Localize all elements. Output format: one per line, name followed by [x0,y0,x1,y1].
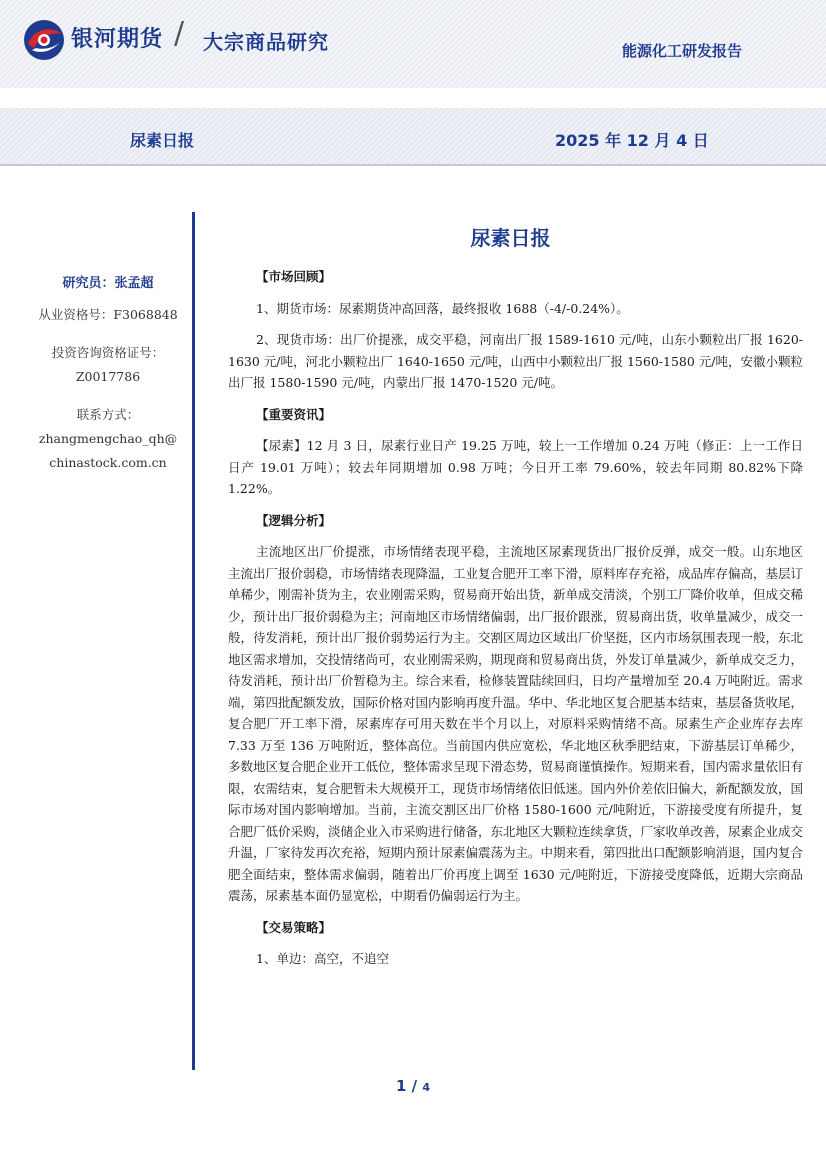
report-body [228,266,803,980]
paragraph-spot-market: 2、现货市场：出厂价提涨，成交平稳，河南出厂报 1589-1610 元/吨，山东小颗粒出厂报 1620-1630 元/吨，河北小颗粒出厂 1640-1650 元/吨，山西中小颗粒出厂报 1560-1580 元/吨，安徽小颗粒出厂报 1580-1590 元/吨，内蒙出厂报 1470-1520 元/吨。 [228,332,804,390]
page-number [0,1077,826,1095]
header-band [0,0,826,88]
brand-separator: / [174,16,185,51]
galaxy-logo-icon [22,18,66,62]
report-type: 能源化工研发报告 [622,42,743,60]
email-line-1[interactable]: zhangmengchao_qh@ [38,431,178,446]
division-title: 大宗商品研究 [203,30,329,54]
section-heading-logic-analysis: 【逻辑分析】 [256,512,332,528]
analyst-sidebar [28,272,188,477]
page-separator: / [406,1077,423,1095]
title-band [0,108,826,166]
paragraph-futures-market: 1、期货市场：尿素期货冲高回落，最终报收 1688（-4/-0.24%）。 [256,300,629,316]
email-line-2[interactable]: chinastock.com.cn [49,455,167,470]
consult-license-number: Z0017786 [75,369,141,384]
main-title: 尿素日报 [470,226,551,250]
analyst-name: 研究员：张孟超 [62,276,154,291]
vertical-divider [192,212,195,1070]
section-heading-market-review: 【市场回顾】 [256,269,332,284]
paragraph-strategy-single: 1、单边：高空，不追空 [256,951,389,966]
total-pages: 4 [422,1081,431,1094]
license-number: 从业资格号：F3068848 [38,307,178,322]
report-date: 2025 年 12 月 4 日 [555,131,709,150]
report-name: 尿素日报 [130,131,195,150]
paragraph-urea-news: 【尿素】12 月 3 日，尿素行业日产 19.25 万吨，较上一工作增加 0.24 万吨（修正：上一工作日日产 19.01 万吨）；较去年同期增加 0.98 万吨；今日开工率 79.60%，较去年同期 80.82%下降 1.22%。 [228,438,803,496]
current-page: 1 [395,1077,407,1095]
contact-label: 联系方式： [76,407,140,422]
section-heading-trading-strategy: 【交易策略】 [256,919,332,935]
paragraph-logic-analysis: 主流地区出厂价提涨，市场情绪表现平稳，主流地区尿素现货出厂报价反弹，成交一般。山东地区主流出厂报价弱稳，市场情绪表现降温，工业复合肥开工率下滑，原料库存充裕，成品库存偏高，基层订单稀少，刚需补货为主，农业刚需采购，贸易商开始出货，新单成交清淡，个别工厂降价收单，但成交稀少，预计出厂报价弱稳为主；河南地区市场情绪偏弱，出厂报价跟涨，贸易商出货，收单量减少，成交一般，待发消耗，预计出厂报价弱势运行为主。交割区周边区域出厂价坚挺，区内市场氛围表现一般，东北地区需求增加，交投情绪尚可，农业刚需采购，期现商和贸易商出货，外发订单量减少，新单成交乏力，待发消耗，预计出厂价暂稳为主。综合来看，检修装置陆续回归，日均产量增加至 20.4 万吨附近。需求端，第四批配额发放，国际价格对国内影响再度升温。华中、华北地区复合肥基本结束，基层备货收尾，复合肥厂开工率下滑，尿素库存可用天数在半个月以上，对原料采购情绪不高。尿素生产企业库存去库 7.33 万至 136 万吨附近，整体高位。当前国内供应宽松，华北地区秋季肥结束，下游基层订单稀少，多数地区复合肥企业开工低位，整体需求呈现下滑态势，贸易商谨慎操作。短期来看，国内需求量依旧有限，农需结束，复合肥暂未大规模开工，现货市场情绪依旧低迷。国内外价差依旧偏大，新配额发放，国际市场对国内影响增加。当前，主流交割区出厂价格 1580-1600 元/吨附近，下游接受度有所提升，复合肥厂低价采购，淡储企业入市采购进行储备，东北地区大颗粒连续拿货，厂家收单改善，尿素企业成交升温，厂家待发再次充裕，短期内预计尿素偏震荡为主。中期来看，第四批出口配额影响消退，国内复合肥全面结束，整体需求偏弱，随着出厂价再度上调至 1630 元/吨附近，下游接受度降低，近期大宗商品震荡，尿素基本面仍显宽松，中期看仍偏弱运行为主。 [228,544,804,903]
consult-license-label: 投资咨询资格证号： [51,345,165,360]
section-heading-key-news: 【重要资讯】 [256,406,332,422]
brand-name: 银河期货 [71,27,164,52]
